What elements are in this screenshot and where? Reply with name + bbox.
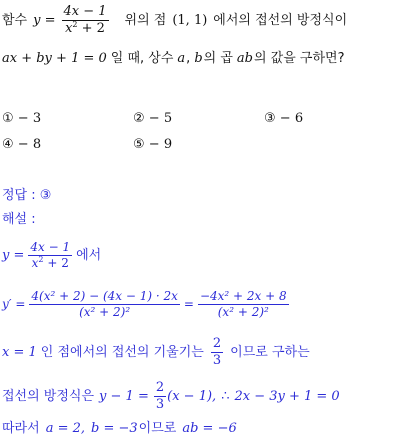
problem-point-text: 위의 점 bbox=[124, 12, 167, 28]
solution-l5-ab: ab = −6 bbox=[182, 421, 237, 436]
choice-5-mark: ⑤ bbox=[133, 137, 145, 152]
choice-3-mark: ③ bbox=[264, 111, 276, 126]
choice-4-mark: ④ bbox=[2, 137, 14, 152]
problem-text-3: 의 값을 구하면? bbox=[253, 51, 345, 66]
choice-3-value: − 6 bbox=[279, 111, 304, 126]
problem-prefix: 함수 bbox=[2, 12, 28, 28]
solution-l1-denominator: $x^2 + 2$ bbox=[31, 254, 69, 270]
choice-2[interactable] bbox=[133, 112, 172, 125]
solution-l4-denominator: 3 bbox=[155, 396, 165, 412]
problem-func-denominator: $x^2 + 2$ bbox=[65, 19, 105, 36]
solution-l2-fraction-1 bbox=[29, 290, 180, 318]
solution-l2-numerator-1: 4(x² + 2) − (4x − 1) · 2x bbox=[31, 288, 178, 303]
problem-var-b: b bbox=[194, 51, 203, 66]
solution-l3-math: x = 1 bbox=[2, 344, 37, 360]
solution-l3-numerator: 2 bbox=[212, 335, 222, 351]
problem-comma: , bbox=[186, 51, 191, 66]
choice-4-value: − 8 bbox=[17, 137, 42, 152]
problem-func-fraction bbox=[62, 5, 109, 35]
solution-l4-numerator: 2 bbox=[155, 379, 165, 395]
solution-l1-numerator: 4x − 1 bbox=[30, 239, 71, 254]
choice-3[interactable] bbox=[264, 112, 303, 125]
solution-l5-a: a = 2, bbox=[45, 421, 85, 436]
solution-line-2 bbox=[2, 286, 289, 322]
solution-l2-denominator-1: (x² + 2)² bbox=[79, 304, 131, 319]
solution-label: 해설 : bbox=[2, 212, 36, 227]
problem-var-ab: ab bbox=[236, 51, 253, 66]
solution-l5-text-2: 이므로 bbox=[138, 421, 177, 436]
solution-l3-text-2: 이므로 구하는 bbox=[230, 344, 310, 360]
solution-l4-tail: (x − 1), bbox=[167, 388, 217, 404]
choice-5[interactable] bbox=[133, 138, 172, 151]
solution-line-1 bbox=[2, 237, 101, 273]
solution-l3-text-1: 인 점에서의 접선의 기울기는 bbox=[40, 344, 204, 360]
problem-var-a: a bbox=[177, 51, 186, 66]
solution-l1-lhs: y = bbox=[2, 247, 25, 263]
solution-line-3 bbox=[2, 334, 310, 370]
problem-line-1 bbox=[2, 3, 347, 37]
problem-equation: ax + by + 1 = 0 bbox=[2, 51, 107, 66]
solution-l2-denominator-2: (x² + 2)² bbox=[217, 304, 269, 319]
solution-line-4 bbox=[2, 378, 340, 414]
solution-l4-fraction bbox=[154, 381, 166, 411]
solution-l2-lhs: y′ = bbox=[2, 297, 26, 311]
solution-l1-fraction bbox=[28, 241, 72, 269]
problem-point: (1, 1) bbox=[172, 12, 208, 28]
choice-1-value: − 3 bbox=[17, 111, 42, 126]
choice-2-mark: ② bbox=[133, 111, 145, 126]
solution-l1-text: 에서 bbox=[76, 247, 102, 263]
solution-l4-result: 2x − 3y + 1 = 0 bbox=[234, 388, 340, 404]
solution-l2-equals: = bbox=[183, 297, 194, 311]
solution-l4-lhs: y − 1 = bbox=[99, 388, 149, 404]
problem-func-numerator: 4x − 1 bbox=[63, 3, 107, 19]
choice-4[interactable] bbox=[2, 138, 41, 151]
problem-func-lhs: y = bbox=[33, 12, 56, 28]
choice-2-value: − 5 bbox=[148, 111, 173, 126]
solution-l5-b: b = −3 bbox=[91, 421, 138, 436]
solution-l3-denominator: 3 bbox=[212, 352, 222, 368]
answer-label: 정답 : ③ bbox=[2, 188, 52, 203]
solution-l2-numerator-2: −4x² + 2x + 8 bbox=[199, 288, 287, 303]
problem-line-2 bbox=[2, 52, 344, 65]
problem-text-2: 의 곱 bbox=[203, 51, 233, 66]
solution-line-5 bbox=[2, 422, 237, 435]
choice-1[interactable] bbox=[2, 112, 41, 125]
choice-5-value: − 9 bbox=[148, 137, 173, 152]
problem-text-1: 일 때, 상수 bbox=[110, 51, 174, 66]
solution-l3-fraction bbox=[211, 337, 223, 367]
solution-l2-fraction-2 bbox=[198, 290, 289, 318]
choice-1-mark: ① bbox=[2, 111, 14, 126]
solution-l4-therefore: ∴ bbox=[221, 388, 230, 404]
problem-line1-tail: 에서의 접선의 방정식이 bbox=[213, 12, 348, 28]
solution-l5-text-1: 따라서 bbox=[2, 421, 40, 436]
solution-l4-text: 접선의 방정식은 bbox=[2, 388, 95, 404]
